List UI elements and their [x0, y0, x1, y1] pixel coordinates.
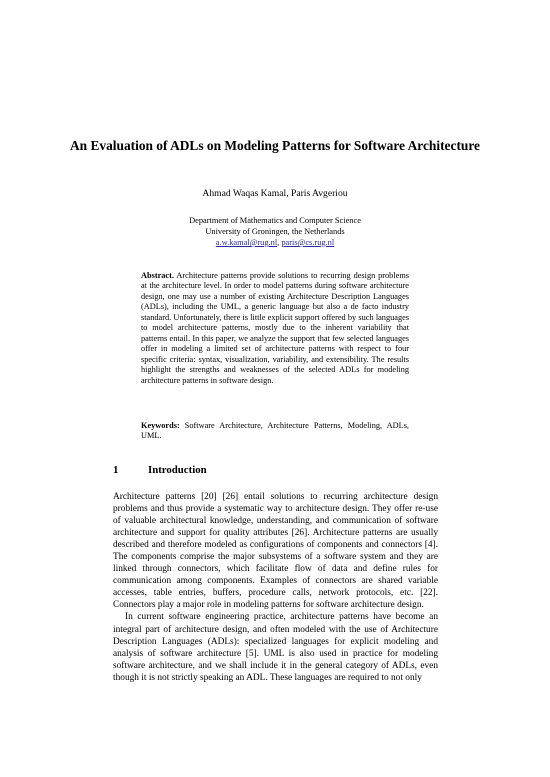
section-heading [113, 464, 443, 477]
section-number: 1 [113, 464, 119, 476]
author-list: Ahmad Waqas Kamal, Paris Avgeriou [202, 188, 348, 199]
paragraph-1: Architecture patterns [20] [26] entail solutions to recurring architecture design problems and thus provide a systematic way to architecture design. They offer re-use of valuable architectural knowledge, understanding, and communication of software architecture and support for quality attributes [26]. Architecture patterns are usually described and therefore modeled as configurations of components and connectors [4]. The components comprise the major subsystems of a software system and they are linked through connectors, which facilitate flow of data and define rules for communication among components. Examples of connectors are shared variable accesses, table entries, buffers, procedure calls, network protocols, etc. [22]. Connectors play a major role in modeling patterns for software architecture design. [113, 492, 438, 611]
abstract [141, 271, 409, 386]
keywords-text: Software Architecture, Architecture Patterns, Modeling, ADLs, UML. [141, 421, 409, 441]
email-separator: , [277, 238, 282, 247]
section-body [113, 491, 438, 684]
abstract-label: Abstract. [141, 271, 174, 280]
email-link-2[interactable]: paris@cs.rug.nl [281, 238, 335, 247]
email-line [60, 237, 490, 248]
email-link-1[interactable]: a.w.kamal@rug.nl [215, 238, 278, 247]
paragraph-2: In current software engineering practice, architecture patterns have become an integral part of architecture design, and often modeled with the use of Architecture Description Languages (ADLs): specialized languages for explicit modeling and analysis of software architecture [5]. UML is also used in practice for modeling software architecture, and we shall include it in the general category of ADLs, even though it is not strictly speaking an ADL. These languages are required to not only [113, 612, 438, 683]
department: Department of Mathematics and Computer Science [189, 216, 361, 225]
affiliation-block [60, 215, 490, 248]
university: University of Groningen, the Netherlands [205, 227, 345, 236]
keywords [141, 421, 409, 442]
section-title: Introduction [148, 464, 207, 476]
keywords-label: Keywords: [141, 421, 180, 430]
abstract-text: Architecture patterns provide solutions to recurring design problems at the architecture level. In order to model patterns during software architecture design, one may use a number of existing Architecture Description Languages (ADLs), including the UML, a generic language but also a de facto industry standard. Unfortunately, there is little explicit support offered by such languages to model architecture patterns, mostly due to the inherent variability that patterns entail. In this paper, we analyze the support that few selected languages offer in modeling a limited set of architecture patterns with respect to four specific criteria: syntax, visualization, variability, and extensibility. The results highlight the strengths and weaknesses of the selected ADLs for modeling architecture patterns in software design. [141, 271, 410, 385]
paper-title: An Evaluation of ADLs on Modeling Patterns for Software Architecture [69, 138, 480, 153]
